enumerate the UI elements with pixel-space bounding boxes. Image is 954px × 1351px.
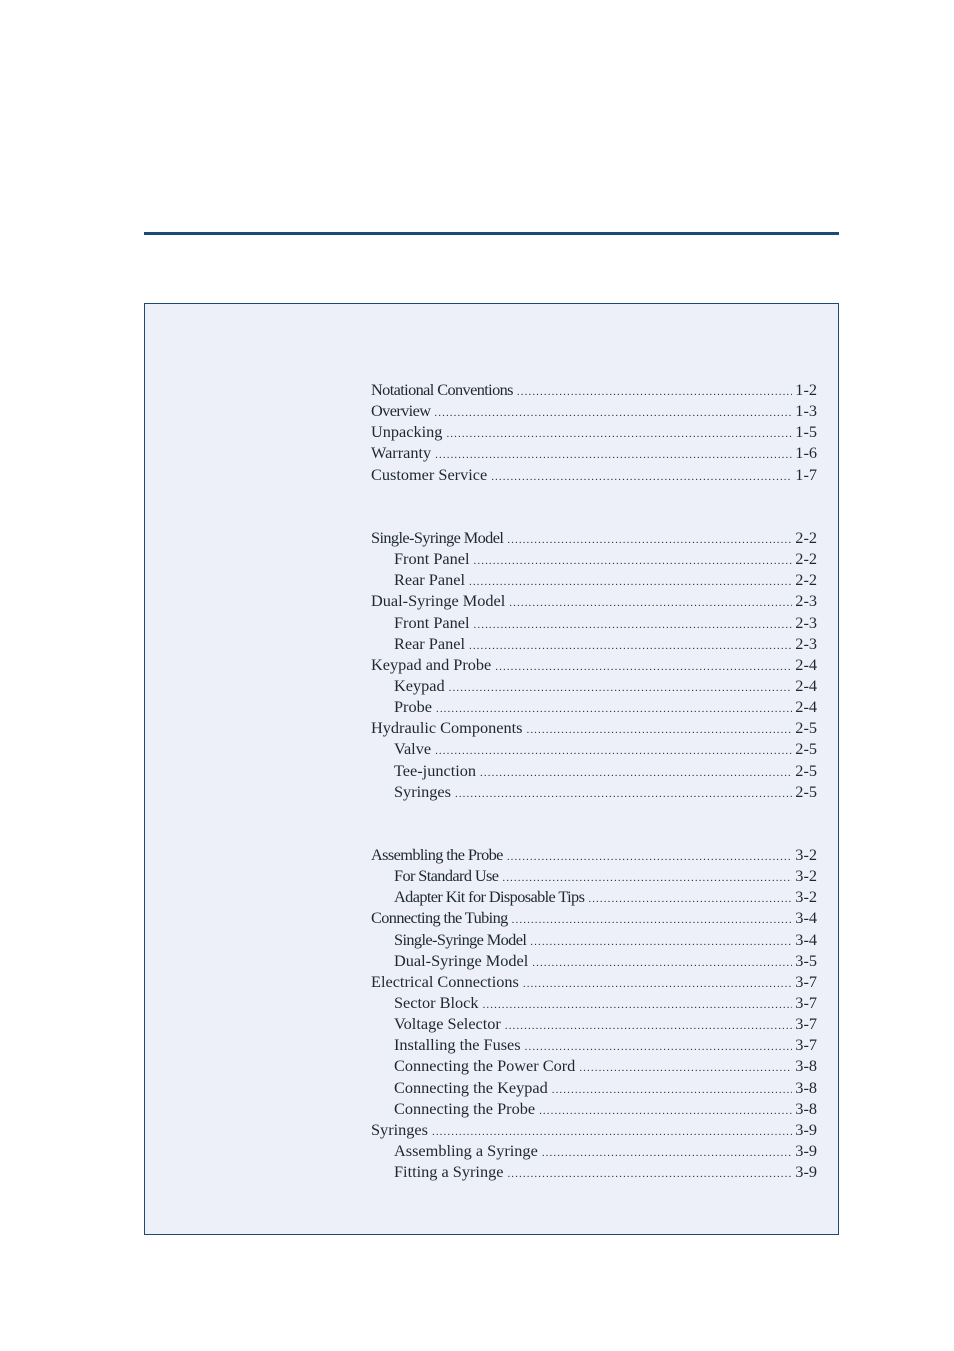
dot-leader (552, 1080, 793, 1101)
toc-page-number: 3-5 (795, 950, 817, 970)
toc-entry-label: Assembling a Syringe (394, 1140, 538, 1160)
toc-page-number: 3-7 (795, 1035, 817, 1055)
toc-page-number: 3-4 (795, 908, 817, 928)
dot-leader (579, 1058, 792, 1079)
toc-subentry[interactable] (371, 1098, 817, 1119)
toc-page-number: 1-5 (795, 422, 817, 442)
dot-leader (507, 847, 792, 868)
toc-entry[interactable] (371, 1119, 817, 1140)
toc-page-number: 2-2 (795, 570, 817, 590)
toc-entry-label: Connecting the Power Cord (394, 1056, 576, 1076)
toc-page-number: 1-6 (795, 443, 817, 463)
dot-leader (483, 995, 793, 1016)
toc-entry-label: Connecting the Probe (394, 1098, 536, 1118)
toc-page-number: 3-8 (795, 1098, 817, 1118)
toc-page-number: 3-4 (795, 929, 817, 949)
dot-leader (526, 720, 792, 741)
toc-entry-label: Single-Syringe Model (394, 929, 527, 949)
toc-page-number: 2-2 (795, 528, 817, 547)
toc-page-number: 3-2 (795, 887, 817, 907)
toc-subentry[interactable] (371, 886, 817, 907)
toc-page-number: 2-4 (795, 654, 817, 674)
toc-page-number: 1-3 (795, 401, 817, 421)
toc-subentry[interactable] (371, 1034, 817, 1055)
toc-subentry[interactable] (371, 1013, 817, 1034)
toc-entry-label: Adapter Kit for Disposable Tips (394, 887, 585, 907)
toc-entry[interactable] (371, 844, 817, 865)
dot-leader (588, 889, 792, 910)
toc-entry-label: Probe (394, 697, 432, 717)
toc-entry[interactable] (371, 400, 817, 421)
toc-subentry[interactable] (371, 1077, 817, 1098)
dot-leader (507, 530, 792, 551)
toc-entry-label: Unpacking (371, 422, 443, 442)
toc-entry-label: Connecting the Keypad (394, 1077, 548, 1097)
toc-entry-label: Connecting the Tubing (371, 908, 508, 928)
toc-subentry[interactable] (371, 675, 817, 696)
toc-subentry[interactable] (371, 548, 817, 569)
toc-entry-label: Assembling the Probe (371, 845, 503, 864)
toc-page-number: 2-3 (795, 591, 817, 611)
toc-entry-label: Rear Panel (394, 633, 465, 653)
toc-subentry[interactable] (371, 633, 817, 654)
dot-leader (542, 1143, 792, 1164)
toc-entry-label: Rear Panel (394, 570, 465, 590)
dot-leader (474, 551, 793, 572)
toc-page-number: 3-2 (795, 845, 817, 864)
dot-leader (505, 1016, 792, 1037)
dot-leader (474, 615, 793, 636)
toc-page-number: 2-5 (795, 739, 817, 759)
dot-leader (449, 678, 793, 699)
toc-subentry[interactable] (371, 865, 817, 886)
toc-entry-label: Hydraulic Components (371, 718, 523, 738)
toc-subentry[interactable] (371, 569, 817, 590)
toc-page-number: 3-9 (795, 1162, 817, 1182)
toc-entry-label: Dual-Syringe Model (371, 591, 506, 611)
dot-leader (435, 445, 792, 466)
toc-entry-label: Installing the Fuses (394, 1035, 521, 1055)
dot-leader (507, 1164, 792, 1185)
toc-entry-label: Voltage Selector (394, 1014, 501, 1034)
toc-subentry[interactable] (371, 950, 817, 971)
toc-subentry[interactable] (371, 612, 817, 633)
toc-page-number: 1-7 (795, 464, 817, 484)
toc-page-number: 2-4 (795, 697, 817, 717)
dot-leader (512, 910, 793, 931)
dot-leader (532, 953, 792, 974)
toc-section-3 (371, 844, 817, 1182)
toc-entry-label: Sector Block (394, 992, 479, 1012)
toc-entry-label: Keypad (394, 675, 445, 695)
toc-page-number: 3-2 (795, 866, 817, 886)
toc-subentry[interactable] (371, 1161, 817, 1182)
toc-subentry[interactable] (371, 760, 817, 781)
dot-leader (530, 932, 792, 953)
toc-entry-label: Syringes (371, 1119, 428, 1139)
dot-leader (495, 657, 792, 678)
toc-entry-label: Single-Syringe Model (371, 528, 504, 547)
toc-page-number: 3-8 (795, 1077, 817, 1097)
toc-section-1 (371, 379, 817, 485)
toc-entry-label: For Standard Use (394, 866, 499, 886)
toc-subentry[interactable] (371, 738, 817, 759)
toc-page-number: 3-9 (795, 1119, 817, 1139)
toc-entry-label: Electrical Connections (371, 971, 519, 991)
toc-subentry[interactable] (371, 929, 817, 950)
toc-subentry[interactable] (371, 1055, 817, 1076)
toc-subentry[interactable] (371, 992, 817, 1013)
toc-entry[interactable] (371, 971, 817, 992)
dot-leader (523, 974, 792, 995)
dot-leader (435, 741, 792, 762)
toc-entry[interactable] (371, 421, 817, 442)
toc-page-number: 3-7 (795, 971, 817, 991)
toc-page-number: 2-5 (795, 781, 817, 801)
toc-entry-label: Front Panel (394, 549, 470, 569)
toc-entry-label: Syringes (394, 781, 451, 801)
toc-page-number: 1-2 (795, 380, 817, 399)
toc-subentry[interactable] (371, 696, 817, 717)
toc-entry[interactable] (371, 527, 817, 548)
toc-entry-label: Valve (394, 739, 432, 759)
toc-page-number: 2-3 (795, 612, 817, 632)
toc-entry[interactable] (371, 717, 817, 738)
toc-entry-label: Keypad and Probe (371, 654, 492, 674)
dot-leader (480, 763, 792, 784)
toc-section-2 (371, 527, 817, 802)
toc-entry[interactable] (371, 442, 817, 463)
toc-entry-label: Overview (371, 401, 431, 421)
header-rule (144, 232, 839, 235)
toc-entry-label: Customer Service (371, 464, 488, 484)
toc-page-number: 3-8 (795, 1056, 817, 1076)
toc-entry[interactable] (371, 654, 817, 675)
toc-page-number: 2-5 (795, 760, 817, 780)
dot-leader (446, 424, 792, 445)
dot-leader (491, 467, 792, 488)
toc-page-number: 2-4 (795, 675, 817, 695)
dot-leader (455, 784, 792, 805)
toc-subentry[interactable] (371, 781, 817, 802)
toc-page-number: 2-2 (795, 549, 817, 569)
toc-page-number: 2-3 (795, 633, 817, 653)
toc-entry-label: Fitting a Syringe (394, 1162, 504, 1182)
toc-entry[interactable] (371, 379, 817, 400)
toc-page-number: 2-5 (795, 718, 817, 738)
dot-leader (539, 1101, 792, 1122)
toc-page-number: 3-7 (795, 992, 817, 1012)
dot-leader (509, 593, 792, 614)
toc-entry-label: Dual-Syringe Model (394, 950, 529, 970)
table-of-contents-panel (144, 303, 839, 1235)
dot-leader (469, 636, 792, 657)
toc-entry[interactable] (371, 464, 817, 485)
toc-entry-label: Tee-junction (394, 760, 477, 780)
toc-page-number: 3-9 (795, 1140, 817, 1160)
toc-entry-label: Warranty (371, 443, 432, 463)
dot-leader (517, 382, 792, 403)
toc-entry[interactable] (371, 590, 817, 611)
toc-entry-label: Notational Conventions (371, 380, 513, 399)
dot-leader (469, 572, 792, 593)
toc-page-number: 3-7 (795, 1014, 817, 1034)
dot-leader (434, 403, 792, 424)
toc-entry[interactable] (371, 907, 817, 928)
toc-subentry[interactable] (371, 1140, 817, 1161)
toc-entry-label: Front Panel (394, 612, 470, 632)
